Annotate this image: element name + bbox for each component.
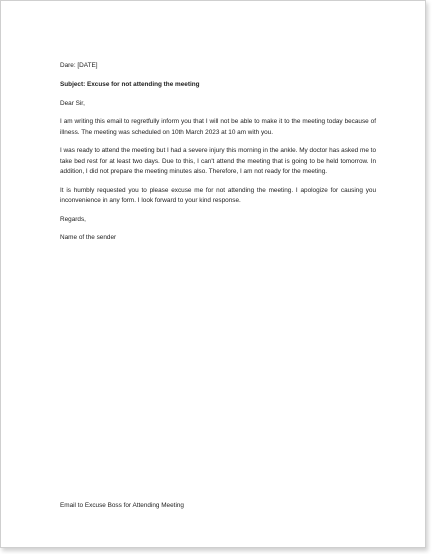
paragraph-3: It is humbly requested you to please excuse me for not attending the meeting. I apologize for causing you inconvenience in any form. I look forward to your kind response.: [60, 186, 376, 204]
footer-caption: Email to Excuse Boss for Attending Meeting: [60, 502, 184, 509]
salutation: Dear Sir,: [60, 99, 85, 107]
closing: Regards,: [60, 215, 86, 223]
signature: Name of the sender: [60, 234, 117, 242]
paragraph-1: I am writing this email to regretfully inform you that I will not be able to make it to the meeting today because of illness. The meeting was scheduled on 10th March 2023 at 10 am with you.: [60, 118, 376, 136]
letter-body: [60, 61, 376, 252]
subject-line: Subject: Excuse for not attending the meeting: [60, 80, 200, 88]
paragraph-2: I was ready to attend the meeting but I had a severe injury this morning in the ankle. My doctor has asked me to take bed rest for at least two days. Due to this, I can't attend the meeting that is going to be held tomorrow. In addition, I did not prepare the meeting minutes also. Therefore, I am not ready for the meeting.: [60, 147, 376, 175]
date-line: Dare: [DATE]: [60, 62, 98, 69]
